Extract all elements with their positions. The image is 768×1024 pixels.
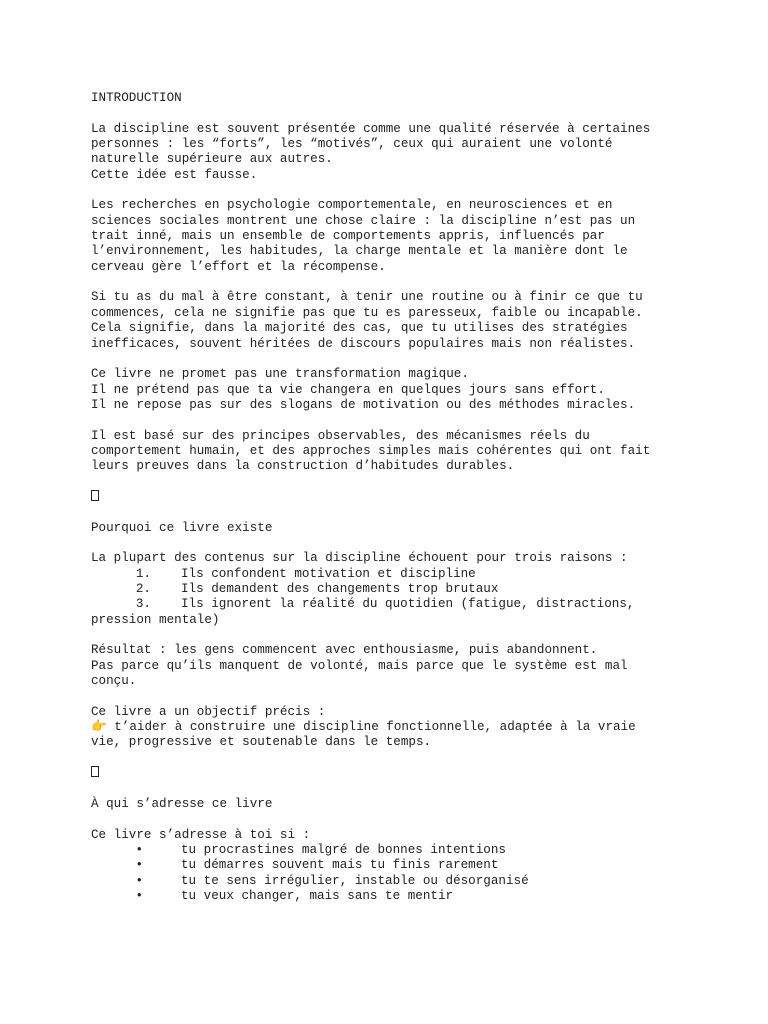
paragraph-line: naturelle supérieure aux autres. [91, 152, 333, 167]
spacer [91, 812, 691, 827]
paragraph-line: Il est basé sur des principes observables, des mécanismes réels du [91, 428, 590, 443]
paragraph-line: comportement humain, et des approches simples mais cohérentes qui ont fait [91, 443, 651, 458]
paragraph-line: Pas parce qu’ils manquent de volonté, mais parce que le système est mal [91, 658, 628, 673]
bullet-item [91, 858, 691, 873]
spacer [91, 628, 691, 643]
item-number: 1. [135, 566, 151, 581]
section-intro: La plupart des contenus sur la discipline échouent pour trois raisons : [91, 551, 628, 566]
paragraph-line: commences, cela ne signifie pas que tu es paresseux, faible ou incapable. [91, 305, 643, 320]
bullet-item [91, 843, 691, 858]
separator-box-icon [91, 490, 99, 501]
paragraph-line: inefficaces, souvent héritées de discours populaires mais non réalistes. [91, 336, 636, 351]
paragraph-line: personnes : les “forts”, les “motivés”, ceux qui auraient une volonté [91, 137, 613, 152]
paragraph-line: l’environnement, les habitudes, la charge mentale et la manière dont le [91, 244, 628, 259]
section-title: Pourquoi ce livre existe [91, 520, 273, 535]
item-number: 2. [135, 582, 151, 596]
item-text: tu veux changer, mais sans te mentir [181, 888, 454, 903]
paragraph-line: leurs preuves dans la construction d’habitudes durables. [91, 459, 515, 474]
bullet-item [91, 889, 691, 904]
paragraph-line: Les recherches en psychologie comportementale, en neurosciences et en [91, 198, 613, 213]
spacer [91, 751, 691, 766]
spacer [91, 781, 691, 796]
paragraph-line: trait inné, mais un ensemble de comportements appris, influencés par [91, 229, 605, 244]
numbered-item [91, 567, 691, 582]
spacer [91, 536, 691, 551]
paragraph-line: sciences sociales montrent une chose claire : la discipline n’est pas un [91, 213, 636, 228]
item-text: Ils confondent motivation et discipline [181, 566, 476, 581]
item-text: tu te sens irrégulier, instable ou désorganisé [181, 873, 529, 888]
paragraph-line: vie, progressive et soutenable dans le temps. [91, 735, 432, 750]
numbered-item [91, 582, 691, 597]
spacer [91, 352, 691, 367]
separator-line [91, 490, 691, 505]
bullet-item [91, 874, 691, 889]
bullet-dot-icon: • [135, 873, 143, 888]
paragraph-line: conçu. [91, 674, 137, 689]
separator-line [91, 766, 691, 781]
separator-box-icon [91, 766, 99, 777]
numbered-item [91, 597, 691, 612]
paragraph-line: Si tu as du mal à être constant, à tenir une routine ou à finir ce que tu [91, 290, 643, 305]
document-page [91, 91, 691, 904]
bullet-dot-icon: • [135, 858, 143, 873]
paragraph-line: Il ne prétend pas que ta vie changera en quelques jours sans effort. [91, 382, 605, 397]
bullet-dot-icon: • [135, 842, 143, 857]
paragraph-line: Cela signifie, dans la majorité des cas, que tu utilises des stratégies [91, 321, 628, 336]
item-text: tu procrastines malgré de bonnes intentions [181, 842, 506, 857]
spacer [91, 106, 691, 121]
paragraph-line: La discipline est souvent présentée comme une qualité réservée à certaines [91, 121, 651, 136]
spacer [91, 275, 691, 290]
paragraph-line: Cette idée est fausse. [91, 167, 258, 182]
heading: INTRODUCTION [91, 91, 182, 105]
paragraph-line: 👉 t’aider à construire une discipline fonctionnelle, adaptée à la vraie [91, 720, 636, 735]
bullet-dot-icon: • [135, 888, 143, 903]
paragraph-line: Résultat : les gens commencent avec enthousiasme, puis abandonnent. [91, 643, 598, 658]
paragraph-line: Ce livre ne promet pas une transformation magique. [91, 367, 469, 382]
spacer [91, 475, 691, 490]
section-title: À qui s’adresse ce livre [91, 796, 273, 811]
spacer [91, 413, 691, 428]
spacer [91, 505, 691, 520]
section-intro: Ce livre s’adresse à toi si : [91, 827, 311, 842]
item-number: 3. [135, 597, 151, 612]
paragraph-line: cerveau gère l’effort et la récompense. [91, 259, 386, 274]
spacer [91, 689, 691, 704]
item-text: Ils demandent des changements trop brutaux [181, 582, 499, 596]
item-text: tu démarres souvent mais tu finis rarement [181, 858, 499, 873]
spacer [91, 183, 691, 198]
paragraph-line: Il ne repose pas sur des slogans de motivation ou des méthodes miracles. [91, 397, 636, 412]
paragraph-line: Ce livre a un objectif précis : [91, 704, 326, 719]
item-text: Ils ignorent la réalité du quotidien (fatigue, distractions, [181, 597, 635, 612]
numbered-item-wrap: pression mentale) [91, 612, 220, 627]
